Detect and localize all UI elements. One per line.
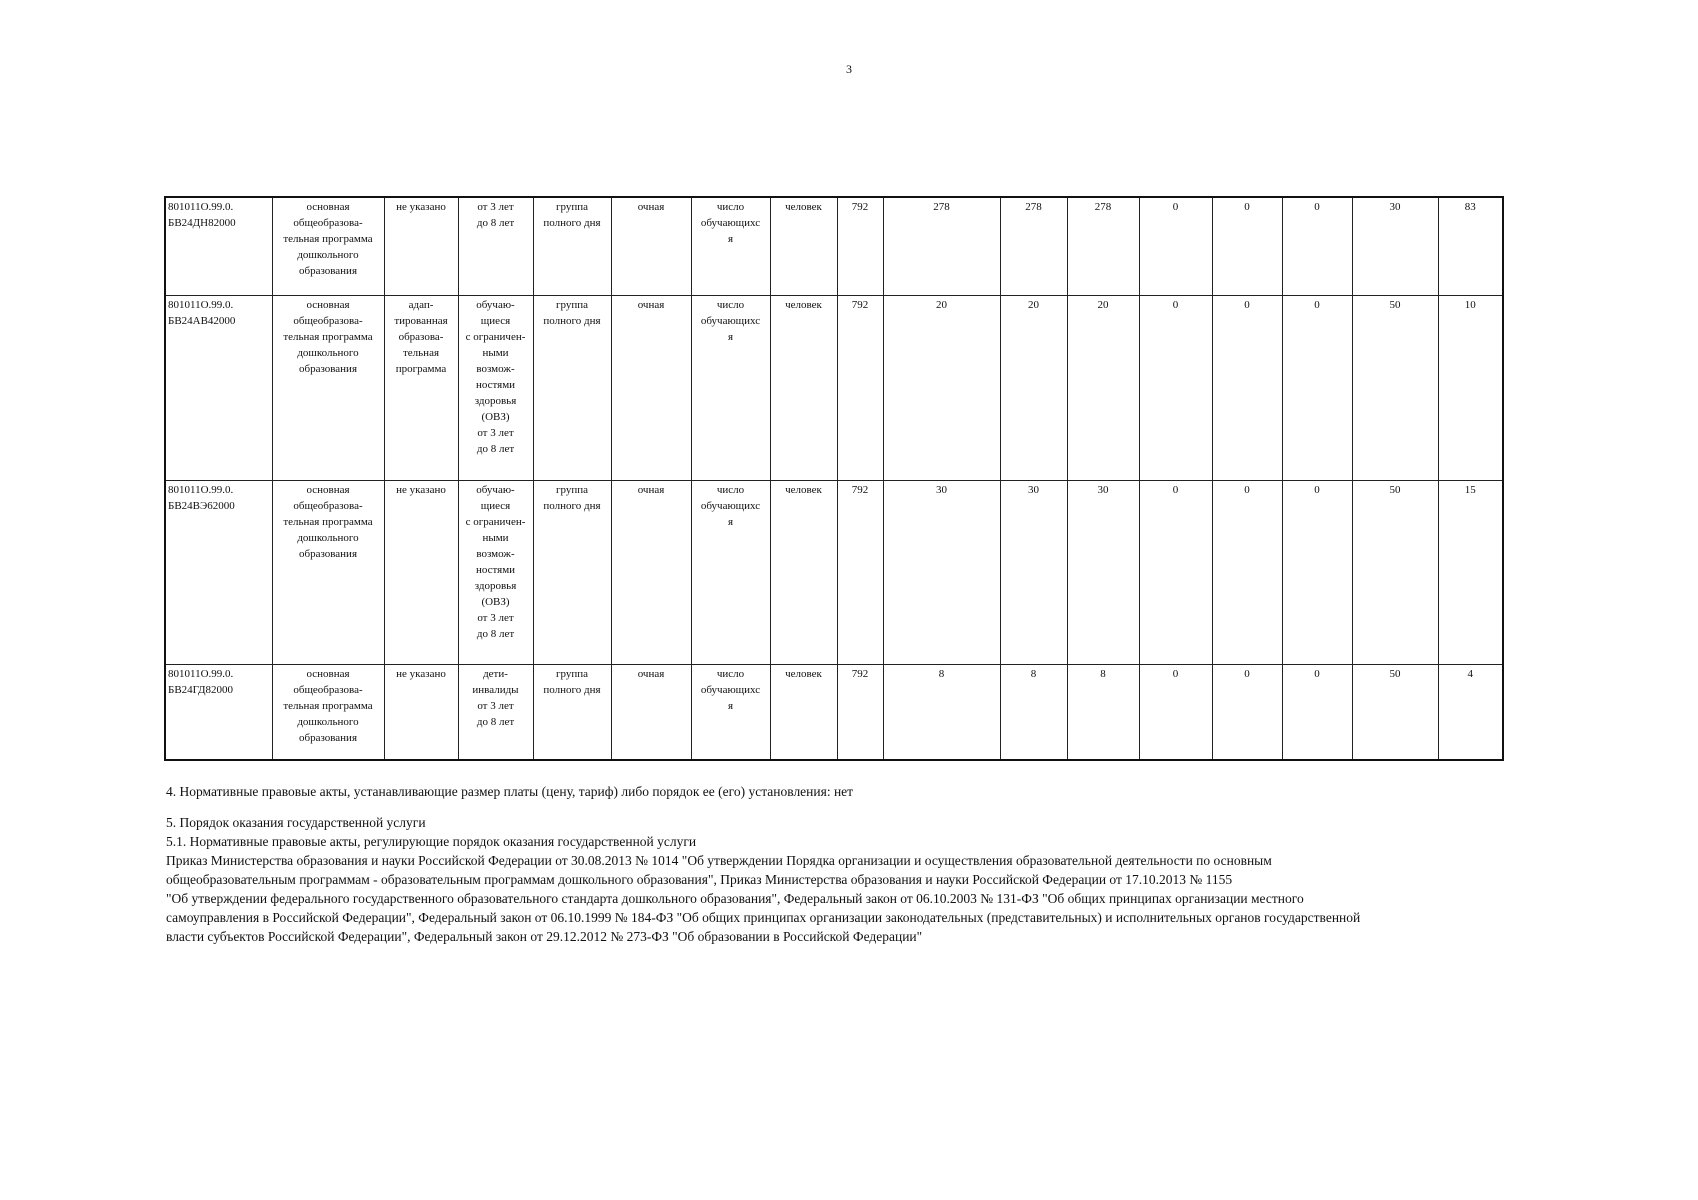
form-cell: очная — [611, 481, 691, 665]
section-5-title: 5. Порядок оказания государственной услуги — [166, 815, 426, 830]
price-cell: 0 — [1212, 665, 1282, 761]
indicator-cell: число обучающихс я — [691, 665, 770, 761]
legal-acts-line: общеобразовательным программам - образовательным программам дошкольного образования", Приказ Министерства образования и науки Российской Федерации от 17.10.2013 № 1155 — [166, 872, 1233, 887]
okei-cell: 792 — [837, 665, 883, 761]
stay-cell: группа полного дня — [533, 296, 611, 481]
legal-acts-line: Приказ Министерства образования и науки Российской Федерации от 30.08.2013 № 1014 "Об утверждении Порядка организации и осуществления образовательной деятельности по основным — [166, 853, 1272, 868]
price-cell: 0 — [1139, 665, 1212, 761]
table-row — [165, 481, 1503, 665]
value-cell: 20 — [1067, 296, 1139, 481]
value-cell: 8 — [1067, 665, 1139, 761]
category-cell: обучаю- щиеся с ограничен- ными возмож- ностями здоровья (ОВЗ) от 3 лет до 8 лет — [458, 296, 533, 481]
legal-acts-line: власти субъектов Российской Федерации", Федеральный закон от 29.12.2012 № 273-ФЗ "Об образовании в Российской Федерации" — [166, 929, 923, 944]
value-cell: 30 — [1000, 481, 1067, 665]
unit-cell: человек — [770, 665, 837, 761]
registry-code-cell: 801011О.99.0. БВ24ГД82000 — [165, 665, 272, 761]
okei-cell: 792 — [837, 296, 883, 481]
price-cell: 0 — [1282, 481, 1352, 665]
value-cell: 278 — [883, 197, 1000, 296]
price-cell: 0 — [1212, 296, 1282, 481]
legal-acts-line: самоуправления в Российской Федерации", Федеральный закон от 06.10.1999 № 184-ФЗ "Об общих принципах организации законодательных (представительных) и исполнительных органов государственной — [166, 910, 1361, 925]
deviation-percent-cell: 50 — [1352, 665, 1438, 761]
price-cell: 0 — [1212, 197, 1282, 296]
deviation-absolute-cell: 15 — [1438, 481, 1503, 665]
value-cell: 8 — [1000, 665, 1067, 761]
deviation-percent-cell: 50 — [1352, 481, 1438, 665]
price-cell: 0 — [1282, 296, 1352, 481]
page-number: 3 — [846, 62, 852, 76]
stay-cell: группа полного дня — [533, 665, 611, 761]
category-cell: дети- инвалиды от 3 лет до 8 лет — [458, 665, 533, 761]
table-row — [165, 296, 1503, 481]
price-cell: 0 — [1139, 296, 1212, 481]
program-kind-cell: не указано — [384, 665, 458, 761]
unit-cell: человек — [770, 296, 837, 481]
price-cell: 0 — [1212, 481, 1282, 665]
section-4-text: 4. Нормативные правовые акты, устанавливающие размер платы (цену, тариф) либо порядок ее (его) установления: нет — [166, 784, 854, 799]
stay-cell: группа полного дня — [533, 197, 611, 296]
indicator-cell: число обучающихс я — [691, 197, 770, 296]
category-cell: от 3 лет до 8 лет — [458, 197, 533, 296]
unit-cell: человек — [770, 197, 837, 296]
okei-cell: 792 — [837, 481, 883, 665]
okei-cell: 792 — [837, 197, 883, 296]
registry-code-cell: 801011О.99.0. БВ24ДН82000 — [165, 197, 272, 296]
value-cell: 30 — [1067, 481, 1139, 665]
price-cell: 0 — [1139, 197, 1212, 296]
value-cell: 8 — [883, 665, 1000, 761]
value-cell: 30 — [883, 481, 1000, 665]
value-cell: 278 — [1000, 197, 1067, 296]
deviation-absolute-cell: 10 — [1438, 296, 1503, 481]
legal-acts-line: "Об утверждении федерального государственного образовательного стандарта дошкольного образования", Федеральный закон от 06.10.2003 № 131-ФЗ "Об общих принципах организации местного — [166, 891, 1304, 906]
program-kind-cell: не указано — [384, 197, 458, 296]
registry-code-cell: 801011О.99.0. БВ24АВ42000 — [165, 296, 272, 481]
indicator-cell: число обучающихс я — [691, 296, 770, 481]
table-row — [165, 665, 1503, 761]
registry-code-cell: 801011О.99.0. БВ24ВЭ62000 — [165, 481, 272, 665]
deviation-percent-cell: 50 — [1352, 296, 1438, 481]
deviation-percent-cell: 30 — [1352, 197, 1438, 296]
program-kind-cell: не указано — [384, 481, 458, 665]
section-4 — [166, 782, 1506, 801]
program-cell: основная общеобразова- тельная программа дошкольного образования — [272, 481, 384, 665]
value-cell: 278 — [1067, 197, 1139, 296]
table-row — [165, 197, 1503, 296]
section-5-1-title: 5.1. Нормативные правовые акты, регулирующие порядок оказания государственной услуги — [166, 834, 697, 849]
value-cell: 20 — [1000, 296, 1067, 481]
price-cell: 0 — [1282, 197, 1352, 296]
program-cell: основная общеобразова- тельная программа дошкольного образования — [272, 197, 384, 296]
form-cell: очная — [611, 296, 691, 481]
form-cell: очная — [611, 197, 691, 296]
indicator-cell: число обучающихс я — [691, 481, 770, 665]
program-cell: основная общеобразова- тельная программа дошкольного образования — [272, 296, 384, 481]
stay-cell: группа полного дня — [533, 481, 611, 665]
value-cell: 20 — [883, 296, 1000, 481]
program-kind-cell: адап- тированная образова- тельная программа — [384, 296, 458, 481]
unit-cell: человек — [770, 481, 837, 665]
category-cell: обучаю- щиеся с ограничен- ными возмож- ностями здоровья (ОВЗ) от 3 лет до 8 лет — [458, 481, 533, 665]
form-cell: очная — [611, 665, 691, 761]
price-cell: 0 — [1139, 481, 1212, 665]
services-volume-table — [164, 196, 1504, 761]
price-cell: 0 — [1282, 665, 1352, 761]
program-cell: основная общеобразова- тельная программа дошкольного образования — [272, 665, 384, 761]
section-5 — [166, 813, 1506, 946]
deviation-absolute-cell: 4 — [1438, 665, 1503, 761]
deviation-absolute-cell: 83 — [1438, 197, 1503, 296]
